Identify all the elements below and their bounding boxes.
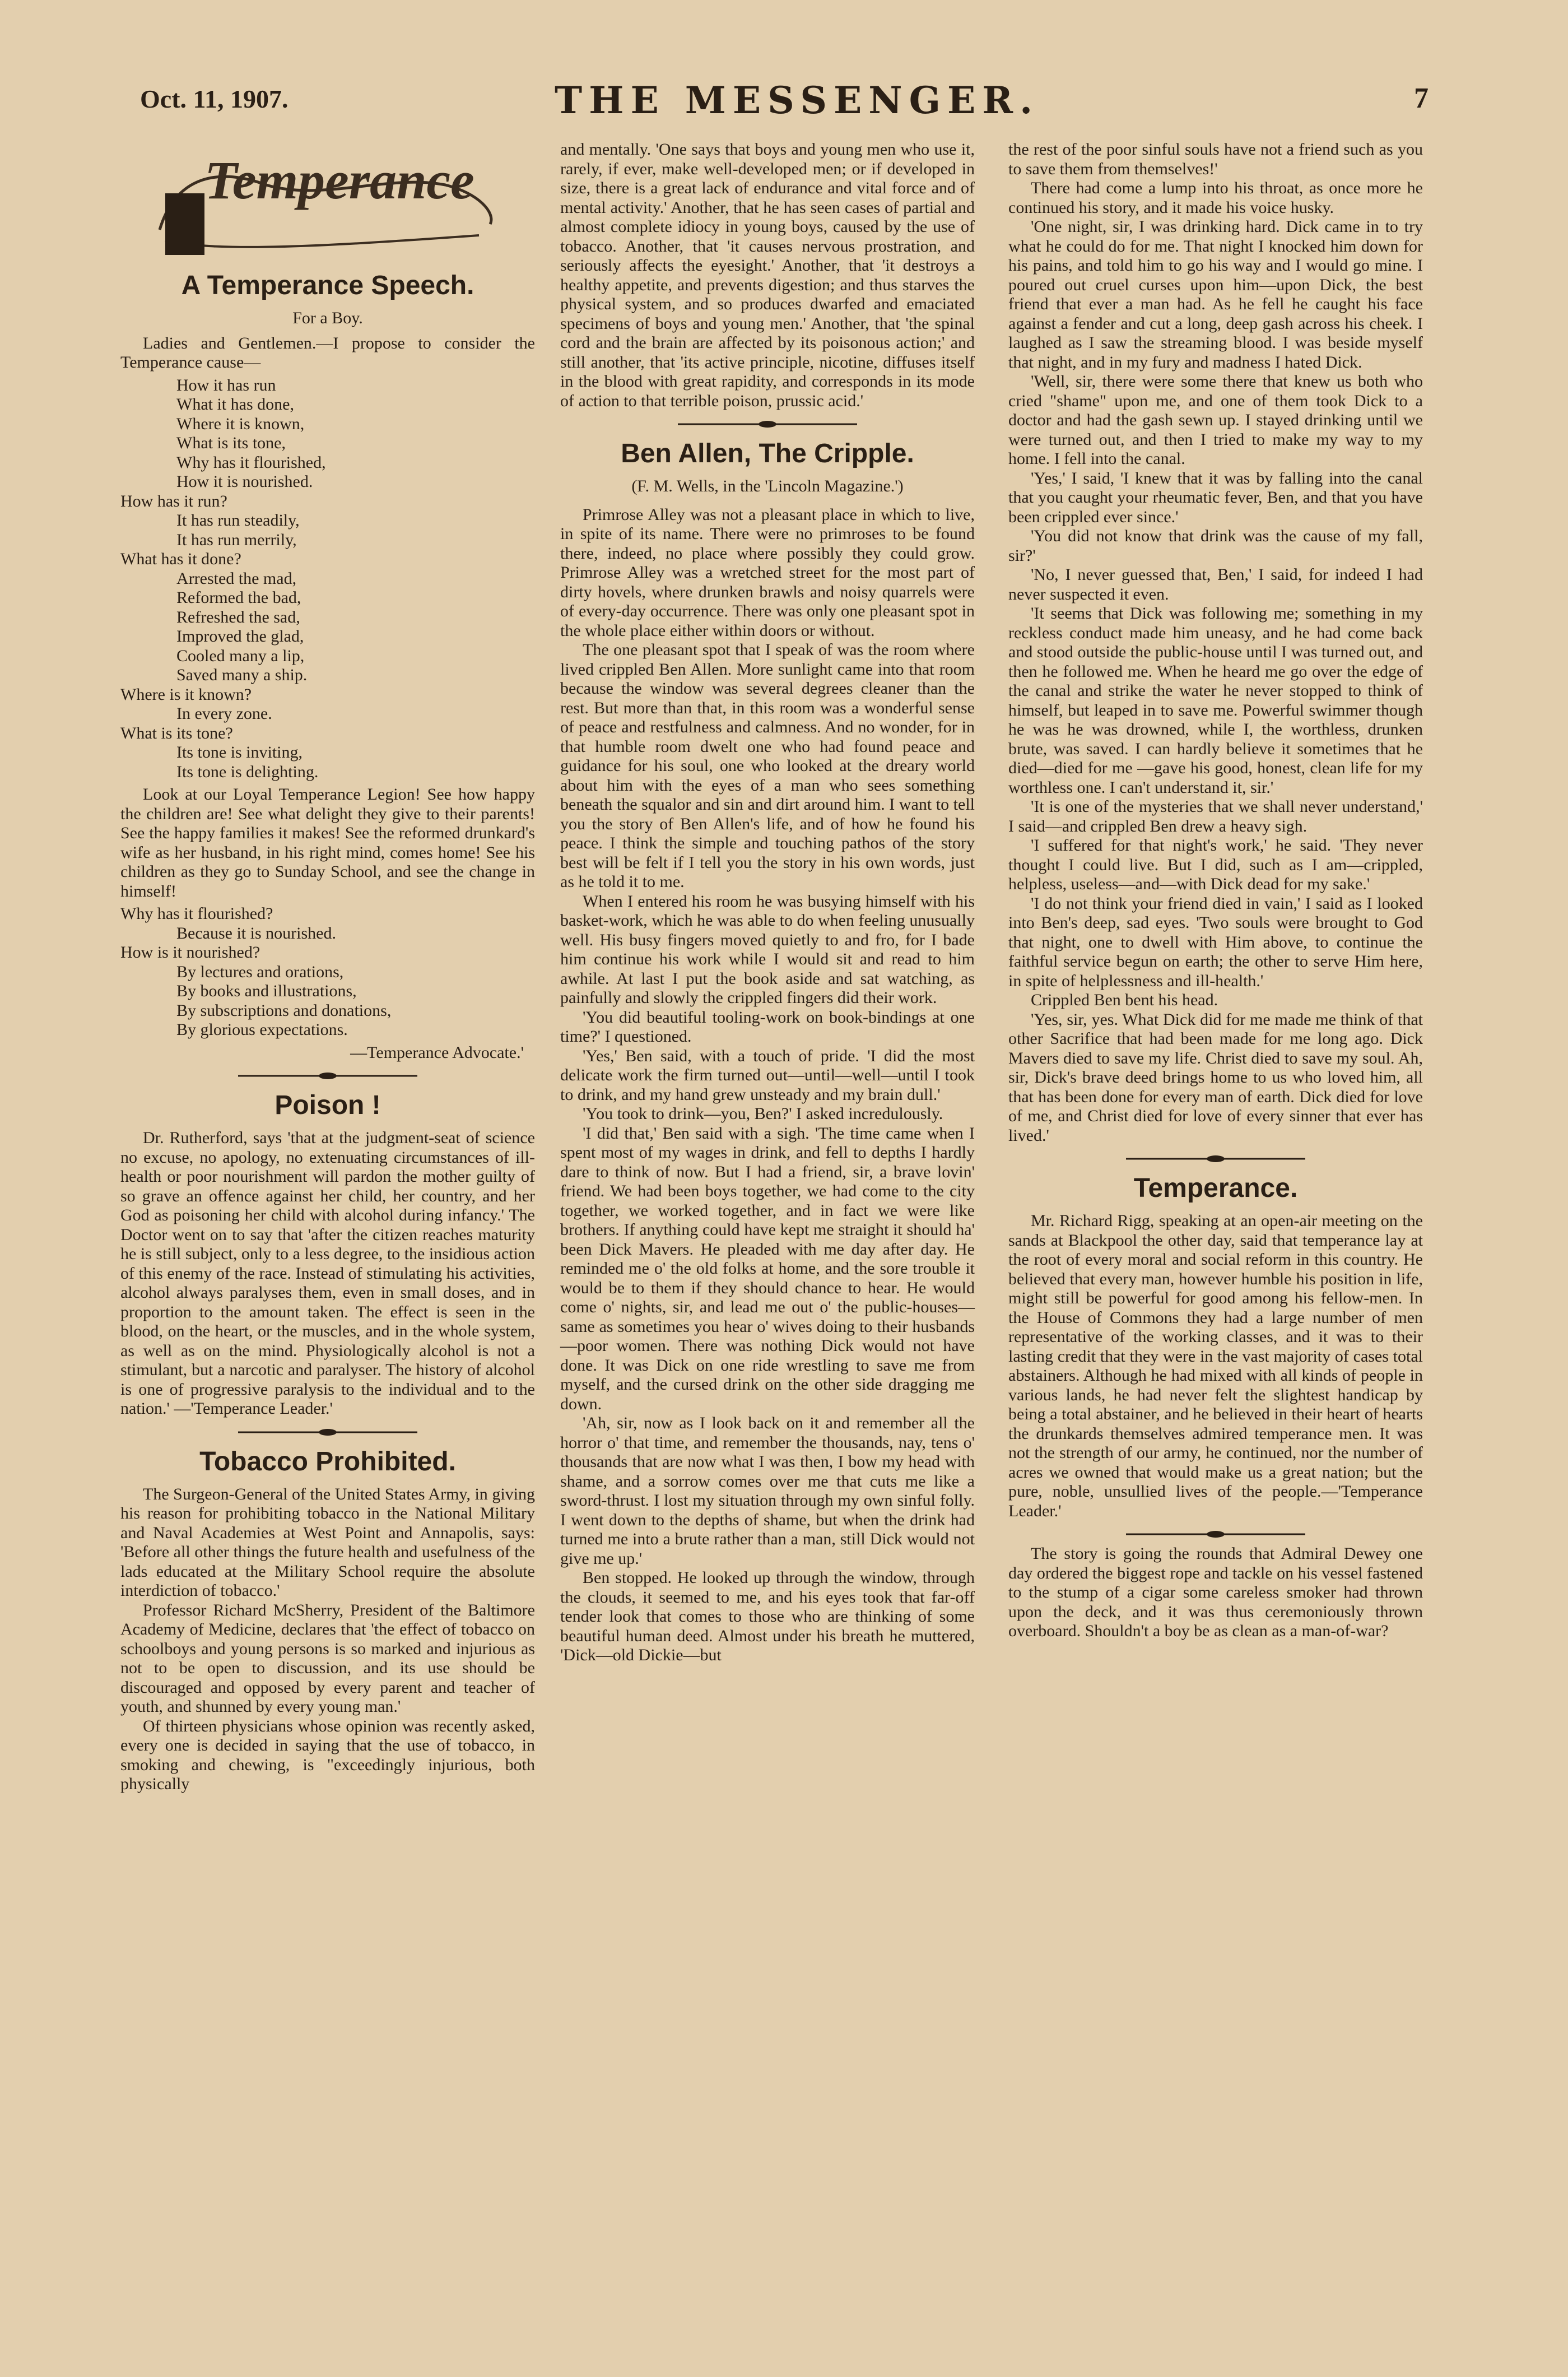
story-paragraph: 'Yes,' Ben said, with a touch of pride. 'I did the most delicate work the firm turned out—until—well—until I took to drink, and my hand grew unsteady and my brain dull.' — [560, 1046, 975, 1104]
section-divider-icon — [238, 1428, 417, 1437]
poem-line: Because it is nourished. — [176, 923, 336, 943]
story-paragraph: 'Yes, sir, yes. What Dick did for me made me think of that other Sacrifice that had been made for me long ago. Dick Mavers died to save my life. Christ died to save my soul. Ah, sir, Dick's brave deed brings home to us who loved him, all that has been done for every man of earth. Dick died for love of me, and Christ died for love of every sinner that ever has lived.' — [1008, 1010, 1423, 1145]
masthead-word: Temperance — [204, 150, 474, 210]
story-paragraph: 'Well, sir, there were some there that knew us both who cried "shame" upon me, and one of them took Dick to a doctor and had the gash sewn up. I stayed drinking until we were turned out, and then I tried to make my way to my home. I fell into the canal. — [1008, 372, 1423, 468]
ben-allen-byline: (F. M. Wells, in the 'Lincoln Magazine.') — [631, 477, 904, 495]
poem-line: By glorious expectations. — [176, 1020, 348, 1039]
poem-line: Why has it flourished, — [176, 453, 326, 472]
story-paragraph: 'I suffered for that night's work,' he said. 'They never thought I could live. But I did, such as I am—crippled, helpless, useless—and—with Dick dead for my sake.' — [1008, 836, 1423, 893]
poem-line: By books and illustrations, — [176, 982, 357, 1000]
ben-allen-title: Ben Allen, The Cripple. — [621, 439, 914, 468]
story-paragraph: 'One night, sir, I was drinking hard. Dick came in to try what he could do for me. That night I knocked him down for his pains, and told him to go his way and I would go mine. I poured out cruel curses upon him—upon Dick, the best friend that ever a man had. As he fell he caught his face against a fender and cut a long, deep gash across his cheek. I laughed as I saw the streaming blood. I was beside myself that night, and in my fury and madness I hated Dick. — [1008, 217, 1423, 372]
section-divider-icon — [238, 1071, 417, 1080]
section-divider-icon — [1126, 1530, 1305, 1539]
poem-line: Cooled many a lip, — [176, 646, 305, 665]
story-paragraph: 'It seems that Dick was following me; something in my reckless conduct made him uneasy, and he had come back and stood outside the public-house until I was turned out, and then he followed me. When he heard me go over the edge of the canal and strike the water he never stopped to think of himself, but leaped in to save me. Powerful swimmer though he was he was drowned, while I, the worthless, drunken brute, was saved. I can hardly believe it sometimes that he died—died for me —gave his good, honest, clean life for my worthless one. I can't understand it, sir.' — [1008, 604, 1423, 797]
tobacco-paragraph-1: The Surgeon-General of the United States Army, in giving his reason for prohibiting tobacco in the National Military and Naval Academies at West Point and Annapolis, says: 'Before all other things the future health and usefulness of the lads educated at the Military School require the absolute interdiction of tobacco.' — [120, 1484, 535, 1600]
page-number: 7 — [1414, 82, 1429, 114]
poem-line: Why has it flourished? — [120, 904, 273, 923]
story-paragraph: 'It is one of the mysteries that we shall never understand,' I said—and crippled Ben drew a heavy sigh. — [1008, 797, 1423, 835]
speech-middle: Look at our Loyal Temperance Legion! See how happy the children are! See what delight they give to their parents! See the happy families it makes! See the reformed drunkard's wife as her husband, in his right mind, comes home! See his children as they go to Sunday School, and see the change in himself! — [120, 785, 535, 900]
story-paragraph: There had come a lump into his throat, as once more he continued his story, and it made his voice husky. — [1008, 179, 1423, 217]
poem-line: Its tone is delighting. — [176, 762, 319, 781]
speech-source: —Temperance Advocate.' — [350, 1043, 524, 1062]
story-paragraph: 'Ah, sir, now as I look back on it and remember all the horror o' that time, and remember the thousands, nay, tens o' thousands that are now what I was then, I bow my head with shame, and a sorrow comes over me that cuts me like a sword-thrust. I lost my situation through my own sinful folly. I went down to the depths of shame, but when the drink had turned me into a brute rather than a man, still Dick would not give me up.' — [560, 1414, 975, 1568]
column-3 — [1008, 140, 1423, 1641]
poem-line: What it has done, — [176, 395, 294, 414]
page-header — [140, 78, 1429, 129]
speech-intro: Ladies and Gentlemen.—I propose to consider the Temperance cause— — [120, 333, 535, 372]
section-divider-icon — [1126, 1154, 1305, 1163]
tobacco-paragraph-2: Professor Richard McSherry, President of the Baltimore Academy of Medicine, declares that 'the effect of tobacco on schoolboys and young persons is so marked and injurious as not to be open to discussion, and its use should be discouraged and opposed by every parent and teacher of youth, and shunned by every young man.' — [120, 1600, 535, 1716]
story-paragraph: 'I do not think your friend died in vain,' I said as I looked into Ben's deep, sad eyes. 'Two souls were brought to God that night, one to dwell with Him above, to continue the faithful service begun on earth; the other to serve Him here, in spite of helplessness and ill-health.' — [1008, 894, 1423, 990]
poem-line: What has it done? — [120, 550, 241, 568]
poem-line: It has run merrily, — [176, 530, 297, 549]
poem-line: Refreshed the sad, — [176, 607, 300, 626]
story-paragraph: When I entered his room he was busying himself with his basket-work, which he was able to do when feeling unusually well. His busy fingers moved quietly to and fro, for I bade him continue his work while I would sit and read to him awhile. At last I put the book aside and sat watching, as painfully and slowly the crippled fingers did their work. — [560, 892, 975, 1007]
section-divider-icon — [678, 420, 857, 429]
dewey-anecdote: The story is going the rounds that Admiral Dewey one day ordered the biggest rope and tackle on his vessel fastened to the stump of a cigar some careless smoker had thrown upon the deck, and it was thus ceremoniously thrown overboard. Shouldn't a boy be as clean as a man-of-war? — [1008, 1544, 1423, 1640]
speech-poem-2 — [120, 904, 535, 1040]
story-paragraph: 'I did that,' Ben said with a sigh. 'The time came when I spent most of my wages in drink, and fell to depths I hardly dare to think of now. But I had a friend, sir, a brave lovin' friend. We had been boys together, we had come to the city together, we worked together, and in fact we were like brothers. If anything could have kept me straight it should ha' been Dick Mavers. He pleaded with me day after day. He reminded me o' the old folks at home, and the sore trouble it would be to them if they should chance to hear. He would come o' nights, sir, and lead me out o' the public-houses—same as sometimes you hear o' wives doing to their husbands—poor women. There was nothing Dick would not have done. It was Dick on one ride wrestling to save me from myself, and the cursed drink on the other side dragging me down. — [560, 1123, 975, 1413]
story-paragraph: The one pleasant spot that I speak of was the room where lived crippled Ben Allen. More sunlight came into that room because the window was several degrees cleaner than the rest. But more than that, in this room was a wonderful sense of peace and restfulness and calmness. And no wonder, for in that humble room dwelt one who had found peace and guidance for his soul, one who looked at the dreary world about him with the eyes of a man who sees something beneath the squalor and sin and dirt around him. I want to tell you the story of Ben Allen's life, and of how he found his peace. I think the simple and touching pathos of the story best will be felt if I tell you the story in his own words, just as he told it to me. — [560, 640, 975, 891]
ben-allen-story-part-2 — [1008, 140, 1423, 1145]
story-paragraph-continued: the rest of the poor sinful souls have not a friend such as you to save them from themselves!' — [1008, 140, 1423, 178]
story-paragraph: 'You did beautiful tooling-work on book-bindings at one time?' I questioned. — [560, 1008, 975, 1046]
temperance-body: Mr. Richard Rigg, speaking at an open-air meeting on the sands at Blackpool the other day, said that temperance lay at the root of every moral and social reform in this country. He believed that every man, however humble his position in life, might still be powerful for good among his fellow-men. In the House of Commons they had a large number of men representative of the working classes, and it was to their lasting credit that they were in the vast majority of cases total abstainers. Although he had mixed with all kinds of people in various lands, he had never felt the slightest handicap by being a total abstainer, and he believed in their heart of hearts the drunkards themselves admired temperance men. It was not the strength of our army, he continued, nor the number of acres we owned that would make us a great nation; but the pure, noble, unsullied lives of the people.—'Temperance Leader.' — [1008, 1211, 1423, 1520]
issue-date: Oct. 11, 1907. — [140, 85, 289, 113]
speech-poem-1 — [120, 376, 535, 782]
poem-line: Where is it known? — [120, 685, 252, 704]
poem-line: What is its tone? — [120, 723, 233, 742]
poem-line: How it has run — [176, 375, 276, 394]
story-paragraph: 'No, I never guessed that, Ben,' I said, for indeed I had never suspected it even. — [1008, 565, 1423, 603]
tobacco-paragraph-3: Of thirteen physicians whose opinion was recently asked, every one is decided in saying that the use of tobacco, in smoking and chewing, is "exceedingly injurious, both physically — [120, 1716, 535, 1793]
poem-line: How is it nourished? — [120, 943, 260, 962]
story-paragraph: 'You took to drink—you, Ben?' I asked incredulously. — [583, 1104, 943, 1123]
poem-line: Its tone is inviting, — [176, 743, 303, 762]
story-paragraph: 'You did not know that drink was the cause of my fall, sir?' — [1008, 527, 1423, 565]
poem-line: Arrested the mad, — [176, 569, 297, 588]
poem-line: It has run steadily, — [176, 511, 300, 530]
newspaper-title: THE MESSENGER. — [555, 78, 1040, 122]
poem-line: By lectures and orations, — [176, 962, 344, 981]
poison-body: Dr. Rutherford, says 'that at the judgment-seat of science no excuse, no apology, no extenuating circumstances of ill-health or poor nourishment will pardon the mother guilty of so grave an offence against her child, her country, and her God as poisoning her child with alcohol during infancy.' The Doctor went on to say that 'after the citizen reaches maturity he is still subject, only to a less degree, to the insidious action of this enemy of the race. Instead of stimulating his activities, alcohol always paralyses them, even in small doses, and in proportion to the amount taken. The effect is seen in the blood, on the heart, or the muscles, and in the whole system, as well as on the mind. Physiologically alcohol is not a stimulant, but a narcotic and paralyser. The history of alcohol is one of progressive paralysis to the individual and to the nation.' —'Temperance Leader.' — [120, 1129, 535, 1418]
poem-line: Reformed the bad, — [176, 588, 301, 607]
tobacco-continued: and mentally. 'One says that boys and young men who use it, rarely, if ever, make well-developed men; or if developed in size, there is a great lack of endurance and vital force and of mental activity.' Another, that he has seen cases of partial and almost complete idiocy in young boys, caused by the use of tobacco. Another, that 'it causes nervous prostration, and seriously affects the eyesight.' Another, that 'it destroys a healthy appetite, and prevents digestion; and thus starves the physical system, and so produces dwarfed and emaciated specimens of boys and young men.' Another, that 'the spinal cord and the brain are affected by its poisonous action;' and still another, that 'its active principle, nicotine, diffuses itself in the blood with great rapidity, and corresponds in its mode of action to that terrible poison, prussic acid.' — [560, 140, 975, 410]
ben-allen-story-part-1 — [560, 505, 975, 1665]
story-paragraph: Crippled Ben bent his head. — [1031, 991, 1218, 1009]
temperance-title: Temperance. — [1133, 1173, 1298, 1203]
poem-line: Saved many a ship. — [176, 666, 308, 684]
speech-subtitle: For a Boy. — [292, 309, 363, 327]
temperance-masthead — [120, 140, 535, 261]
story-paragraph: 'Yes,' I said, 'I knew that it was by falling into the canal that you caught your rheumatic fever, Ben, and that you have been crippled ever since.' — [1008, 468, 1423, 526]
poem-line: Where it is known, — [176, 414, 305, 433]
story-paragraph: Primrose Alley was not a pleasant place in which to live, in spite of its name. There were no primroses to be found there, indeed, no place where possibly they could grow. Primrose Alley was a wretched street for the most part of dirty hovels, where drunken brawls and noisy quarrels were of every-day occurrence. There was only one pleasant spot in the whole place either within doors or without. — [560, 505, 975, 640]
poem-line: Improved the glad, — [176, 627, 304, 646]
poem-line: How it is nourished. — [176, 472, 313, 491]
masthead-initial-block — [165, 193, 204, 255]
poem-line: By subscriptions and donations, — [176, 1001, 392, 1020]
tobacco-title: Tobacco Prohibited. — [199, 1446, 456, 1477]
story-paragraph: Ben stopped. He looked up through the window, through the clouds, it seemed to me, and his eyes took that far-off tender look that comes to those who are thinking of some beautiful human deed. Almost under his breath he muttered, 'Dick—old Dickie—but — [560, 1568, 975, 1664]
poem-line: How has it run? — [120, 491, 227, 510]
poison-title: Poison ! — [274, 1090, 381, 1120]
speech-title: A Temperance Speech. — [181, 271, 474, 300]
poem-line: In every zone. — [176, 704, 272, 723]
poem-line: What is its tone, — [176, 434, 286, 452]
column-1 — [120, 140, 535, 1794]
column-2 — [560, 140, 975, 1665]
